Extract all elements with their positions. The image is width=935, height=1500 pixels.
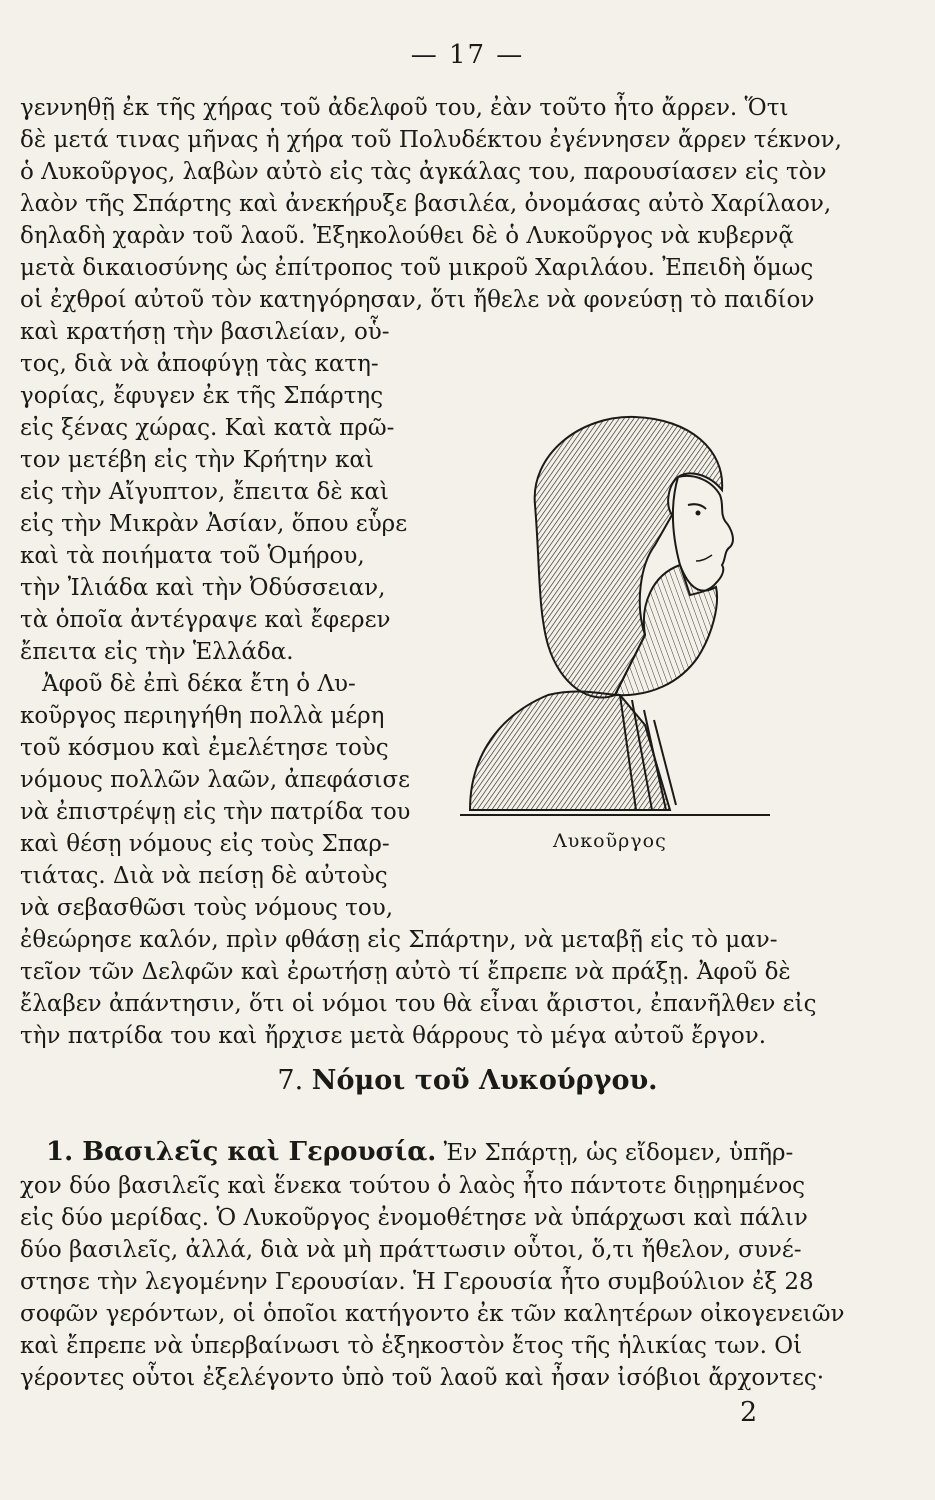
text-line: εἰς τὴν Μικρὰν Ἀσίαν, ὅπου εὗρε bbox=[20, 511, 408, 537]
subsection-heading: 1. Βασιλεῖς καὶ Γερουσία. bbox=[46, 1137, 437, 1167]
text-line: τον μετέβη εἰς τὴν Κρήτην καὶ bbox=[20, 447, 374, 473]
bust-engraving bbox=[440, 395, 770, 825]
text-line: οἱ ἐχθροί αὐτοῦ τὸν κατηγόρησαν, ὅτι ἤθελε νὰ φονεύσῃ τὸ παιδίον bbox=[20, 287, 815, 313]
text-span: Ἐν Σπάρτῃ, ὡς εἴδομεν, ὑπῆρ- bbox=[436, 1140, 794, 1166]
text-line: τὴν πατρίδα του καὶ ἤρχισε μετὰ θάρρους τὸ μέγα αὐτοῦ ἔργον. bbox=[20, 1023, 767, 1049]
signature-mark: 2 bbox=[740, 1397, 758, 1428]
text-line: εἰς δύο μερίδας. Ὁ Λυκοῦργος ἐνομοθέτησε νὰ ὑπάρχωσι καὶ πάλιν bbox=[20, 1205, 808, 1231]
portrait-illustration bbox=[440, 395, 770, 880]
text-line: καὶ κρατήσῃ τὴν βασιλείαν, οὗ- bbox=[20, 319, 390, 345]
text-line: τοῦ κόσμου καὶ ἐμελέτησε τοὺς bbox=[20, 735, 389, 761]
text-line: τος, διὰ νὰ ἀποφύγῃ τὰς κατη- bbox=[20, 351, 379, 377]
text-line: νὰ σεβασθῶσι τοὺς νόμους του, bbox=[20, 895, 394, 921]
text-line: ἔπειτα εἰς τὴν Ἑλλάδα. bbox=[20, 639, 294, 665]
text-line: νὰ ἐπιστρέψῃ εἰς τὴν πατρίδα του bbox=[20, 799, 411, 825]
subsection-first-line bbox=[46, 1136, 793, 1169]
text-line: γεννηθῇ ἐκ τῆς χήρας τοῦ ἀδελφοῦ του, ἐὰν τοῦτο ἦτο ἄρρεν. Ὅτι bbox=[20, 95, 789, 121]
text-line: καὶ ἔπρεπε νὰ ὑπερβαίνωσι τὸ ἑξηκοστὸν ἔτος τῆς ἡλικίας των. Οἱ bbox=[20, 1333, 803, 1359]
text-line: κοῦργος περιηγήθη πολλὰ μέρη bbox=[20, 703, 385, 729]
text-line: μετὰ δικαιοσύνης ὡς ἐπίτροπος τοῦ μικροῦ Χαριλάου. Ἐπειδὴ ὅμως bbox=[20, 255, 814, 281]
text-line: καὶ θέσῃ νόμους εἰς τοὺς Σπαρ- bbox=[20, 831, 390, 857]
text-line: χον δύο βασιλεῖς καὶ ἕνεκα τούτου ὁ λαὸς ἦτο πάντοτε διῃρημένος bbox=[20, 1173, 806, 1199]
text-line: τεῖον τῶν Δελφῶν καὶ ἐρωτήσῃ αὐτὸ τί ἔπρεπε νὰ πράξῃ. Ἀφοῦ δὲ bbox=[20, 959, 791, 985]
text-line: γέροντες οὗτοι ἐξελέγοντο ὑπὸ τοῦ λαοῦ καὶ ἦσαν ἰσόβιοι ἄρχοντες· bbox=[20, 1365, 825, 1391]
section-heading bbox=[0, 1065, 935, 1096]
text-line: δηλαδὴ χαρὰν τοῦ λαοῦ. Ἐξηκολούθει δὲ ὁ Λυκοῦργος νὰ κυβερνᾷ bbox=[20, 223, 794, 249]
text-line: ἐθεώρησε καλόν, πρὶν φθάσῃ εἰς Σπάρτην, νὰ μεταβῇ εἰς τὸ μαν- bbox=[20, 927, 778, 953]
section-number: 7. bbox=[277, 1065, 304, 1096]
text-line: νόμους πολλῶν λαῶν, ἀπεφάσισε bbox=[20, 767, 410, 793]
text-line: εἰς τὴν Αἴγυπτον, ἔπειτα δὲ καὶ bbox=[20, 479, 389, 505]
text-line: γορίας, ἔφυγεν ἐκ τῆς Σπάρτης bbox=[20, 383, 384, 409]
text-line: εἰς ξένας χώρας. Καὶ κατὰ πρῶ- bbox=[20, 415, 395, 441]
text-line: δὲ μετά τινας μῆνας ἡ χήρα τοῦ Πολυδέκτου ἐγέννησεν ἄρρεν τέκνον, bbox=[20, 127, 842, 153]
text-line: τιάτας. Διὰ νὰ πείσῃ δὲ αὐτοὺς bbox=[20, 863, 388, 889]
text-line: καὶ τὰ ποιήματα τοῦ Ὁμήρου, bbox=[20, 543, 365, 569]
text-line: ἔλαβεν ἀπάντησιν, ὅτι οἱ νόμοι του θὰ εἶναι ἄριστοι, ἐπανῆλθεν εἰς bbox=[20, 991, 817, 1017]
text-line: στησε τὴν λεγομένην Γερουσίαν. Ἡ Γερουσία ἦτο συμβούλιον ἐξ 28 bbox=[20, 1269, 814, 1295]
text-line: σοφῶν γερόντων, οἱ ὁποῖοι κατήγοντο ἐκ τῶν καλητέρων οἰκογενειῶν bbox=[20, 1301, 845, 1327]
page-number: — 17 — bbox=[410, 40, 525, 70]
text-line: τὴν Ἰλιάδα καὶ τὴν Ὀδύσσειαν, bbox=[20, 575, 386, 601]
text-line: λαὸν τῆς Σπάρτης καὶ ἀνεκήρυξε βασιλέα, ὀνομάσας αὐτὸ Χαρίλαον, bbox=[20, 191, 832, 217]
text-line: δύο βασιλεῖς, ἀλλά, διὰ νὰ μὴ πράττωσιν οὗτοι, ὅ,τι ἤθελον, συνέ- bbox=[20, 1237, 802, 1263]
text-line: ὁ Λυκοῦργος, λαβὼν αὐτὸ εἰς τὰς ἀγκάλας του, παρουσίασεν εἰς τὸν bbox=[20, 159, 827, 185]
text-line: τὰ ὁποῖα ἀντέγραψε καὶ ἔφερεν bbox=[20, 607, 391, 633]
text-line: Ἀφοῦ δὲ ἐπὶ δέκα ἔτη ὁ Λυ- bbox=[42, 671, 356, 697]
figure-caption: Λυκοῦργος bbox=[553, 830, 667, 852]
section-title: Νόμοι τοῦ Λυκούργου. bbox=[311, 1065, 658, 1096]
